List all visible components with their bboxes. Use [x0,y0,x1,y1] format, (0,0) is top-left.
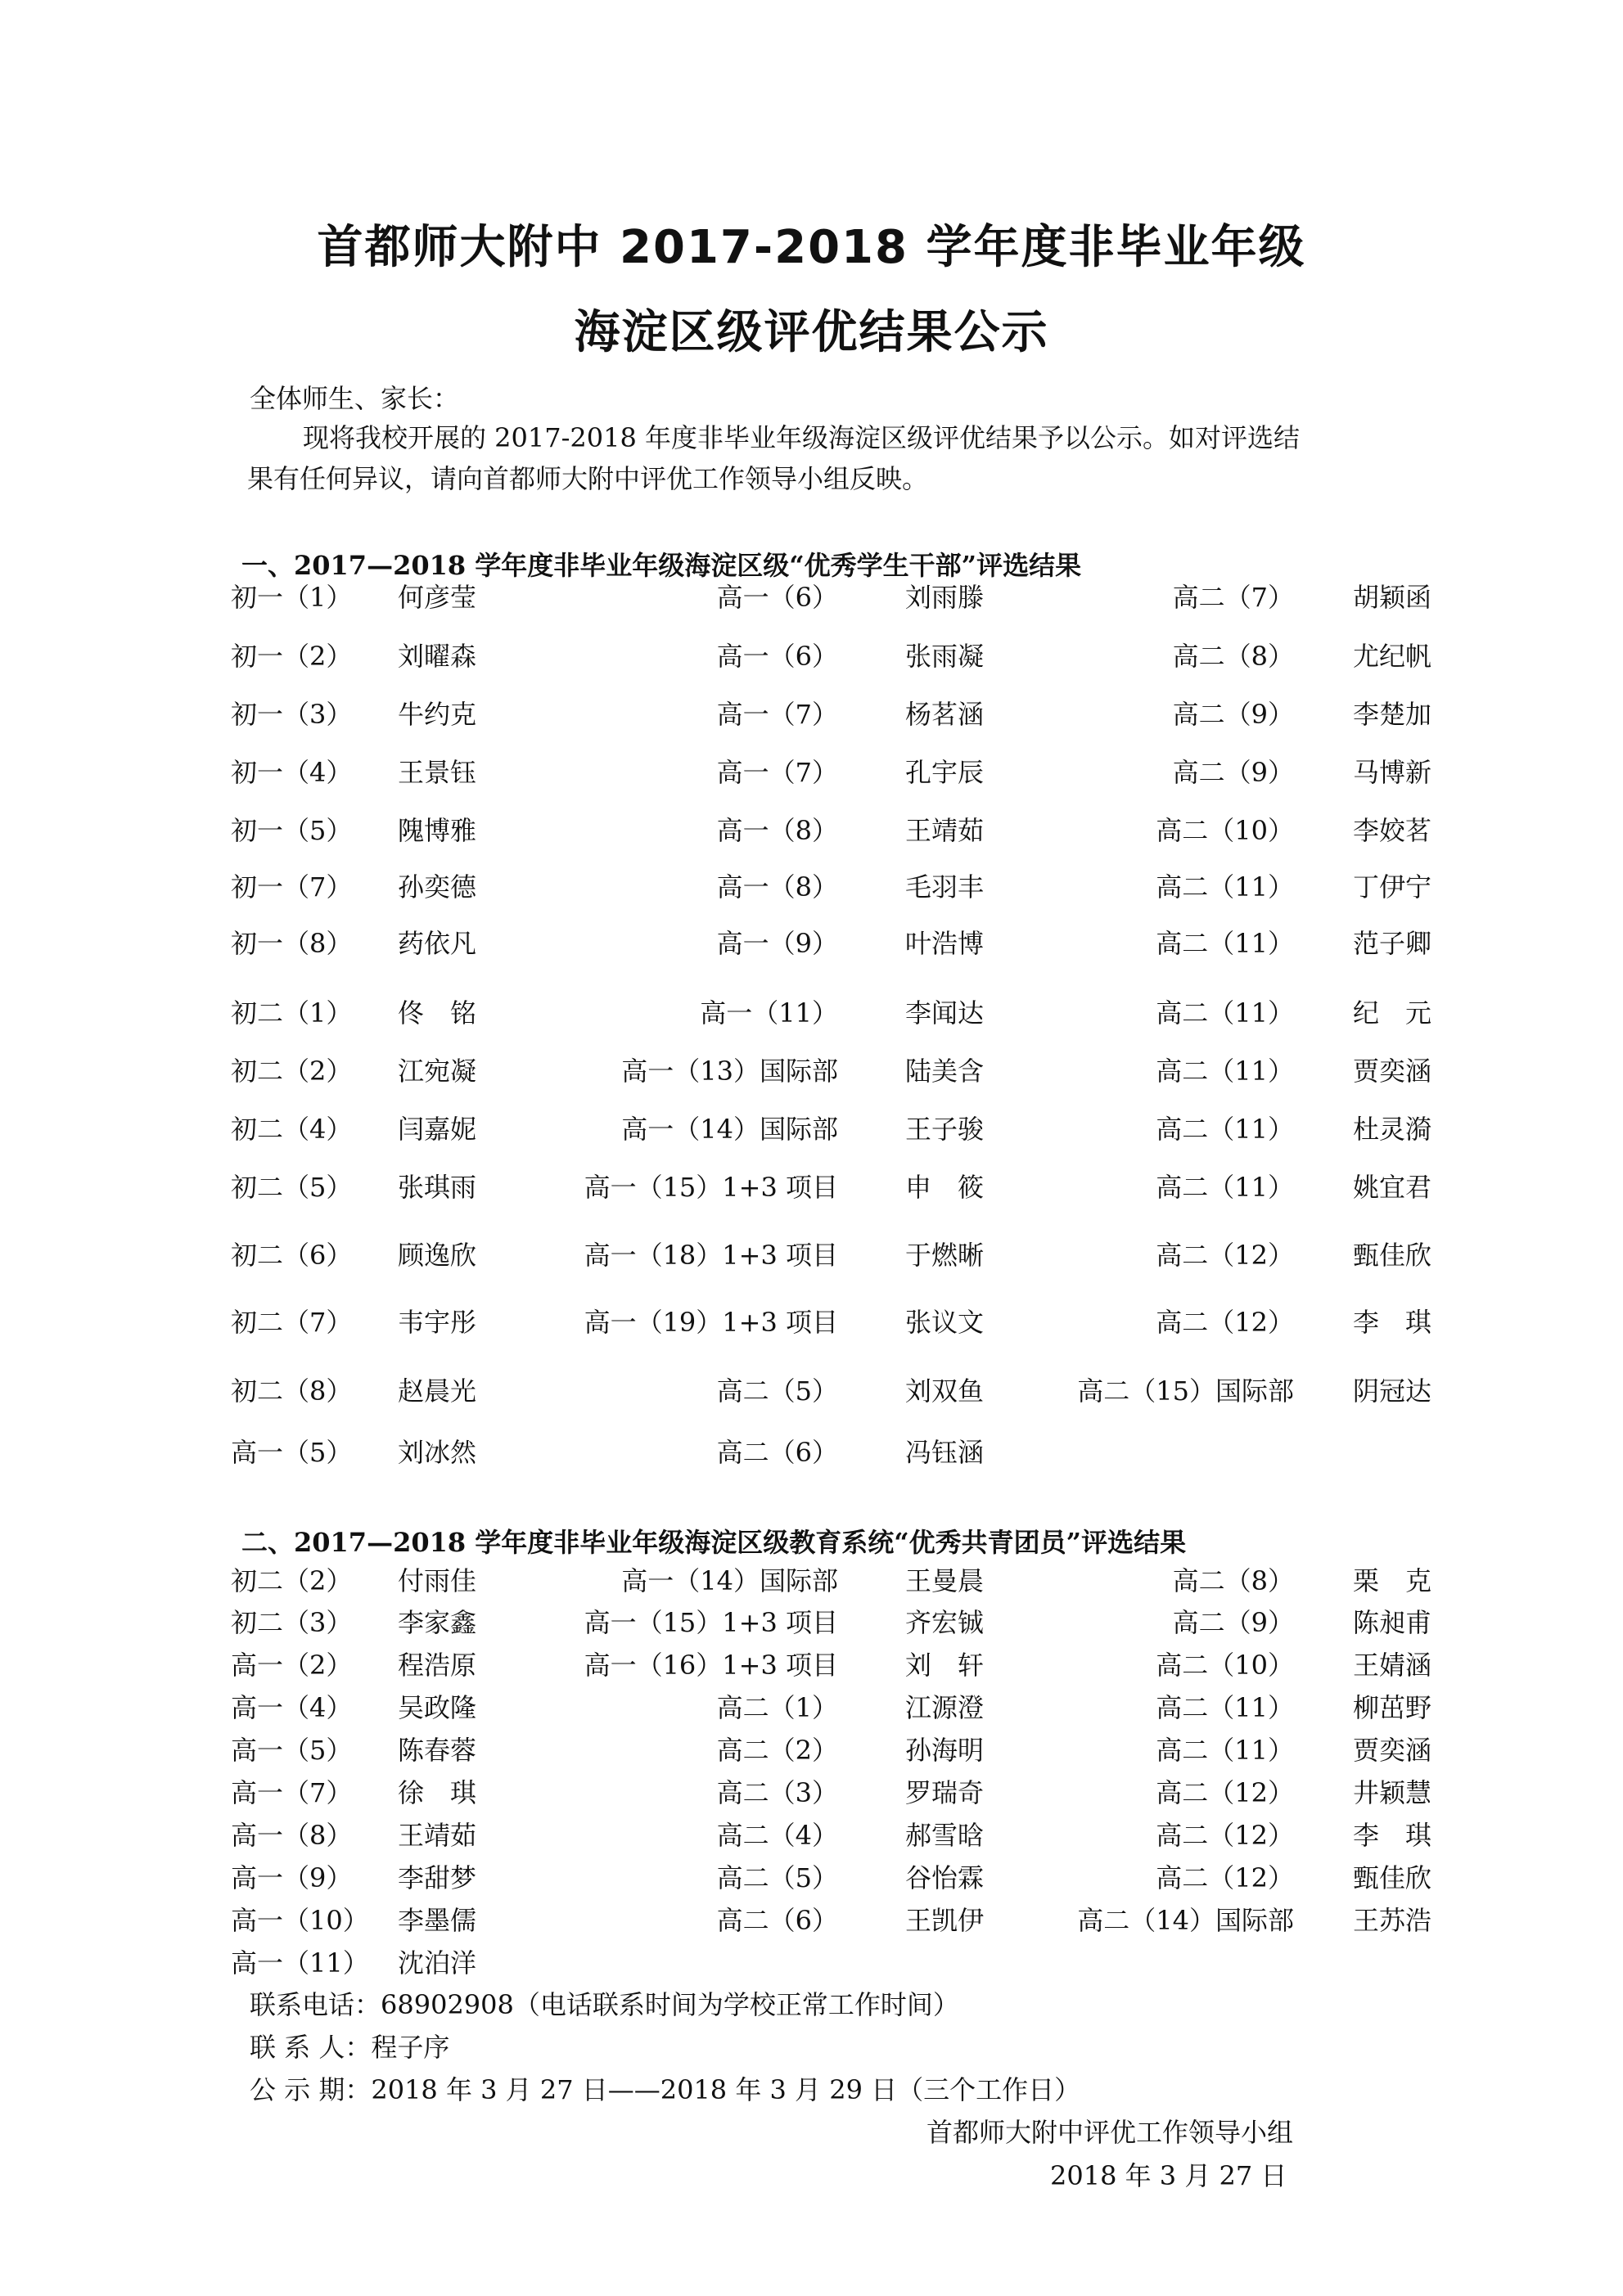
student-name-cell: 于燃晰 [905,1240,985,1271]
table-row [0,925,1623,961]
student-name-cell: 江源澄 [905,1692,985,1723]
contact-person: 联 系 人：程子序 [250,2032,450,2063]
student-name-cell: 孔宇辰 [905,757,985,788]
student-name-cell: 孙海明 [905,1735,985,1766]
class-cell: 高二（6） [716,1437,838,1468]
student-name-cell: 刘雨滕 [905,582,985,613]
class-cell: 高二（10） [1156,815,1294,846]
class-cell: 高二（5） [716,1862,838,1893]
student-name-cell: 李楚加 [1353,699,1432,730]
class-cell: 高一（6） [716,641,838,672]
table-row [0,1373,1623,1409]
class-cell: 初二（7） [231,1307,353,1338]
table-row [0,638,1623,674]
class-cell: 高二（4） [716,1820,838,1851]
table-row [0,1434,1623,1470]
class-cell: 初一（2） [231,641,353,672]
student-name-cell: 柳茁野 [1353,1692,1432,1723]
student-name-cell: 张雨凝 [905,641,985,672]
class-cell: 高二（12） [1156,1862,1294,1893]
student-name-cell: 郝雪晗 [905,1820,985,1851]
signature-org: 首都师大附中评优工作领导小组 [926,2117,1294,2148]
student-name-cell: 王曼晨 [905,1565,985,1596]
table-row [0,813,1623,849]
student-name-cell: 丁伊宁 [1353,871,1432,903]
class-cell: 初二（4） [231,1114,353,1145]
student-name-cell: 马博新 [1353,757,1432,788]
student-name-cell: 付雨佳 [398,1565,477,1596]
table-row [0,1945,1623,1981]
table-row [0,1817,1623,1853]
page-title-line1: 首都师大附中 2017-2018 学年度非毕业年级 [317,221,1306,274]
student-name-cell: 阴冠达 [1353,1375,1432,1407]
class-cell: 高二（7） [1172,582,1294,613]
student-name-cell: 顾逸欣 [398,1240,477,1271]
class-cell: 高二（6） [716,1905,838,1936]
class-cell: 高二（8） [1172,641,1294,672]
table-row [0,1902,1623,1938]
student-name-cell: 程浩原 [398,1650,477,1681]
class-cell: 初二（2） [231,1565,353,1596]
student-name-cell: 申 筱 [905,1172,985,1203]
student-name-cell: 范子卿 [1353,928,1432,959]
class-cell: 高一（5） [231,1437,353,1468]
student-name-cell: 齐宏铖 [905,1607,985,1638]
table-row [0,869,1623,905]
class-cell: 初二（2） [231,1056,353,1087]
class-cell: 高二（2） [716,1735,838,1766]
class-cell: 高二（12） [1156,1820,1294,1851]
student-name-cell: 王婧涵 [1353,1650,1432,1681]
class-cell: 高一（13）国际部 [621,1056,838,1087]
student-name-cell: 沈泊洋 [398,1947,477,1979]
class-cell: 高二（10） [1156,1650,1294,1681]
table-row [0,1169,1623,1205]
class-cell: 高二（11） [1156,928,1294,959]
class-cell: 高一（10） [231,1905,369,1936]
student-name-cell: 王靖茹 [905,815,985,846]
class-cell: 高一（4） [231,1692,353,1723]
intro-line1: 现将我校开展的 2017-2018 年度非毕业年级海淀区级评优结果予以公示。如对评选结 [303,422,1301,453]
class-cell: 高二（11） [1156,1056,1294,1087]
class-cell: 高二（8） [1172,1565,1294,1596]
student-name-cell: 叶浩博 [905,928,985,959]
student-name-cell: 王苏浩 [1353,1905,1432,1936]
student-name-cell: 王景钰 [398,757,477,788]
student-name-cell: 吴政隆 [398,1692,477,1723]
class-cell: 高一（2） [231,1650,353,1681]
table-row [0,1775,1623,1811]
student-name-cell: 药依凡 [398,928,477,959]
class-cell: 高一（15）1+3 项目 [584,1172,838,1203]
class-cell: 高二（12） [1156,1777,1294,1808]
student-name-cell: 李 琪 [1353,1820,1432,1851]
class-cell: 初一（5） [231,815,353,846]
class-cell: 高二（1） [716,1692,838,1723]
student-name-cell: 赵晨光 [398,1375,477,1407]
student-name-cell: 甄佳欣 [1353,1240,1432,1271]
student-name-cell: 孙奕德 [398,871,477,903]
class-cell: 高二（9） [1172,1607,1294,1638]
student-name-cell: 杨茗涵 [905,699,985,730]
table-row [0,1237,1623,1273]
class-cell: 高一（14）国际部 [621,1114,838,1145]
class-cell: 高一（11） [231,1947,369,1979]
class-cell: 高一（16）1+3 项目 [584,1650,838,1681]
student-name-cell: 牛约克 [398,699,477,730]
table-row [0,1690,1623,1726]
class-cell: 初一（3） [231,699,353,730]
class-cell: 高一（7） [231,1777,353,1808]
class-cell: 高二（12） [1156,1240,1294,1271]
table-row [0,995,1623,1031]
class-cell: 高二（9） [1172,757,1294,788]
class-cell: 高二（11） [1156,997,1294,1029]
table-row [0,1860,1623,1896]
section1-heading: 一、2017—2018 学年度非毕业年级海淀区级“优秀学生干部”评选结果 [241,550,1082,581]
table-row [0,1563,1623,1599]
student-name-cell: 韦宇彤 [398,1307,477,1338]
student-name-cell: 冯钰涵 [905,1437,985,1468]
student-name-cell: 刘双鱼 [905,1375,985,1407]
student-name-cell: 刘 轩 [905,1650,985,1681]
class-cell: 初一（7） [231,871,353,903]
class-cell: 高一（5） [231,1735,353,1766]
student-name-cell: 甄佳欣 [1353,1862,1432,1893]
table-row [0,579,1623,615]
class-cell: 初一（8） [231,928,353,959]
class-cell: 初一（4） [231,757,353,788]
student-name-cell: 王子骏 [905,1114,985,1145]
student-name-cell: 陈春蓉 [398,1735,477,1766]
table-row [0,1304,1623,1340]
class-cell: 高二（11） [1156,1114,1294,1145]
class-cell: 高一（9） [716,928,838,959]
student-name-cell: 李姣茗 [1353,815,1432,846]
student-name-cell: 贾奕涵 [1353,1056,1432,1087]
student-name-cell: 李家鑫 [398,1607,477,1638]
class-cell: 高一（11） [700,997,838,1029]
student-name-cell: 王靖茹 [398,1820,477,1851]
class-cell: 高一（15）1+3 项目 [584,1607,838,1638]
class-cell: 初二（1） [231,997,353,1029]
student-name-cell: 闫嘉妮 [398,1114,477,1145]
student-name-cell: 江宛凝 [398,1056,477,1087]
class-cell: 高二（11） [1156,1692,1294,1723]
student-name-cell: 李闻达 [905,997,985,1029]
student-name-cell: 佟 铭 [398,997,477,1029]
student-name-cell: 尤纪帆 [1353,641,1432,672]
student-name-cell: 李甜梦 [398,1862,477,1893]
table-row [0,1732,1623,1768]
class-cell: 高二（9） [1172,699,1294,730]
table-row [0,754,1623,790]
class-cell: 高一（8） [716,815,838,846]
class-cell: 高一（9） [231,1862,353,1893]
signature-date: 2018 年 3 月 27 日 [1050,2160,1287,2191]
class-cell: 高二（14）国际部 [1077,1905,1294,1936]
student-name-cell: 姚宜君 [1353,1172,1432,1203]
class-cell: 初一（1） [231,582,353,613]
student-name-cell: 张琪雨 [398,1172,477,1203]
student-name-cell: 胡颖函 [1353,582,1432,613]
student-name-cell: 张议文 [905,1307,985,1338]
student-name-cell: 贾奕涵 [1353,1735,1432,1766]
student-name-cell: 纪 元 [1353,997,1432,1029]
greeting: 全体师生、家长： [250,383,460,414]
student-name-cell: 栗 克 [1353,1565,1432,1596]
table-row [0,1111,1623,1147]
class-cell: 高一（19）1+3 项目 [584,1307,838,1338]
student-name-cell: 徐 琪 [398,1777,477,1808]
student-name-cell: 井颖慧 [1353,1777,1432,1808]
student-name-cell: 王凯伊 [905,1905,985,1936]
student-name-cell: 隗博雅 [398,815,477,846]
class-cell: 高一（18）1+3 项目 [584,1240,838,1271]
table-row [0,1605,1623,1641]
student-name-cell: 李墨儒 [398,1905,477,1936]
publicity-period: 公 示 期：2018 年 3 月 27 日——2018 年 3 月 29 日（三个工作日） [250,2074,1081,2105]
student-name-cell: 谷怡霖 [905,1862,985,1893]
class-cell: 高一（6） [716,582,838,613]
class-cell: 高一（8） [231,1820,353,1851]
student-name-cell: 刘曜森 [398,641,477,672]
class-cell: 高二（3） [716,1777,838,1808]
student-name-cell: 刘冰然 [398,1437,477,1468]
class-cell: 高二（5） [716,1375,838,1407]
page-title-line2: 海淀区级评优结果公示 [574,306,1049,359]
class-cell: 初二（5） [231,1172,353,1203]
class-cell: 高二（11） [1156,1735,1294,1766]
class-cell: 高二（12） [1156,1307,1294,1338]
student-name-cell: 陆美含 [905,1056,985,1087]
intro-line2: 果有任何异议，请向首都师大附中评优工作领导小组反映。 [247,463,929,494]
student-name-cell: 陈昶甫 [1353,1607,1432,1638]
class-cell: 高一（14）国际部 [621,1565,838,1596]
class-cell: 高一（7） [716,699,838,730]
student-name-cell: 李 琪 [1353,1307,1432,1338]
class-cell: 高一（8） [716,871,838,903]
class-cell: 高一（7） [716,757,838,788]
student-name-cell: 杜灵漪 [1353,1114,1432,1145]
contact-phone: 联系电话：68902908（电话联系时间为学校正常工作时间） [250,1989,959,2020]
student-name-cell: 罗瑞奇 [905,1777,985,1808]
table-row [0,696,1623,732]
class-cell: 初二（3） [231,1607,353,1638]
table-row [0,1647,1623,1683]
class-cell: 高二（15）国际部 [1077,1375,1294,1407]
class-cell: 初二（8） [231,1375,353,1407]
student-name-cell: 何彦莹 [398,582,477,613]
class-cell: 高二（11） [1156,871,1294,903]
class-cell: 初二（6） [231,1240,353,1271]
table-row [0,1053,1623,1089]
section2-heading: 二、2017—2018 学年度非毕业年级海淀区级教育系统“优秀共青团员”评选结果 [241,1527,1187,1558]
class-cell: 高二（11） [1156,1172,1294,1203]
student-name-cell: 毛羽丰 [905,871,985,903]
